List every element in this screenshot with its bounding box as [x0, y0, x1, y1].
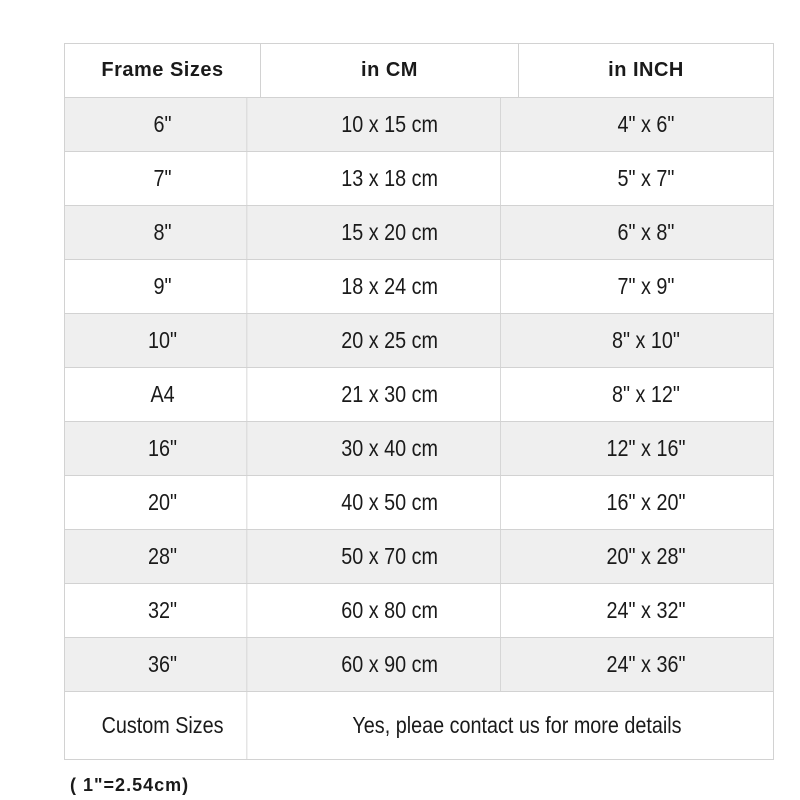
- frame-size-cell: 16": [79, 422, 248, 475]
- inch-size-cell: 20" x 28": [606, 543, 686, 569]
- inch-size-cell: 4" x 6": [617, 111, 675, 137]
- cm-size-cell: 20 x 25 cm: [279, 314, 501, 367]
- inch-size-cell: 5" x 7": [617, 165, 675, 191]
- table-row: [65, 206, 773, 260]
- header-in-inch: in INCH: [608, 59, 684, 81]
- table-row: [65, 638, 773, 692]
- frame-size-cell: 8": [79, 206, 248, 259]
- frame-size-cell: A4: [79, 368, 248, 421]
- inch-size-cell: 12" x 16": [606, 435, 686, 461]
- table-row: [65, 98, 773, 152]
- frame-size-cell: 36": [79, 638, 248, 691]
- frame-size-cell: 10": [79, 314, 248, 367]
- frame-size-table: [64, 43, 774, 760]
- table-row: [65, 152, 773, 206]
- cm-size-cell: 50 x 70 cm: [279, 530, 501, 583]
- frame-size-cell: 32": [79, 584, 248, 637]
- inch-size-cell: 16" x 20": [606, 489, 686, 515]
- cm-size-cell: 10 x 15 cm: [279, 98, 501, 151]
- custom-sizes-note: Yes, pleae contact us for more details: [352, 712, 682, 738]
- header-frame-sizes: Frame Sizes: [65, 44, 261, 97]
- custom-sizes-label: Custom Sizes: [79, 692, 248, 759]
- inch-size-cell: 8" x 10": [612, 327, 680, 353]
- cm-size-cell: 40 x 50 cm: [279, 476, 501, 529]
- cm-size-cell: 18 x 24 cm: [279, 260, 501, 313]
- inch-size-cell: 24" x 32": [606, 597, 686, 623]
- inch-size-cell: 8" x 12": [612, 381, 680, 407]
- cm-size-cell: 30 x 40 cm: [279, 422, 501, 475]
- header-in-cm: in CM: [261, 44, 519, 97]
- frame-size-cell: 6": [79, 98, 248, 151]
- frame-size-cell: 20": [79, 476, 248, 529]
- table-row: [65, 476, 773, 530]
- custom-sizes-row: [65, 692, 773, 759]
- cm-size-cell: 13 x 18 cm: [279, 152, 501, 205]
- table-row: [65, 422, 773, 476]
- inch-size-cell: 6" x 8": [617, 219, 675, 245]
- frame-size-cell: 7": [79, 152, 248, 205]
- table-header-row: [65, 44, 773, 98]
- cm-size-cell: 21 x 30 cm: [279, 368, 501, 421]
- cm-size-cell: 60 x 80 cm: [279, 584, 501, 637]
- cm-size-cell: 60 x 90 cm: [279, 638, 501, 691]
- inch-size-cell: 24" x 36": [606, 651, 686, 677]
- table-row: [65, 368, 773, 422]
- table-row: [65, 530, 773, 584]
- inch-size-cell: 7" x 9": [617, 273, 675, 299]
- table-row: [65, 260, 773, 314]
- cm-size-cell: 15 x 20 cm: [279, 206, 501, 259]
- table-row: [65, 584, 773, 638]
- frame-size-cell: 28": [79, 530, 248, 583]
- table-row: [65, 314, 773, 368]
- frame-size-cell: 9": [79, 260, 248, 313]
- conversion-footnote: ( 1"=2.54cm): [70, 775, 190, 795]
